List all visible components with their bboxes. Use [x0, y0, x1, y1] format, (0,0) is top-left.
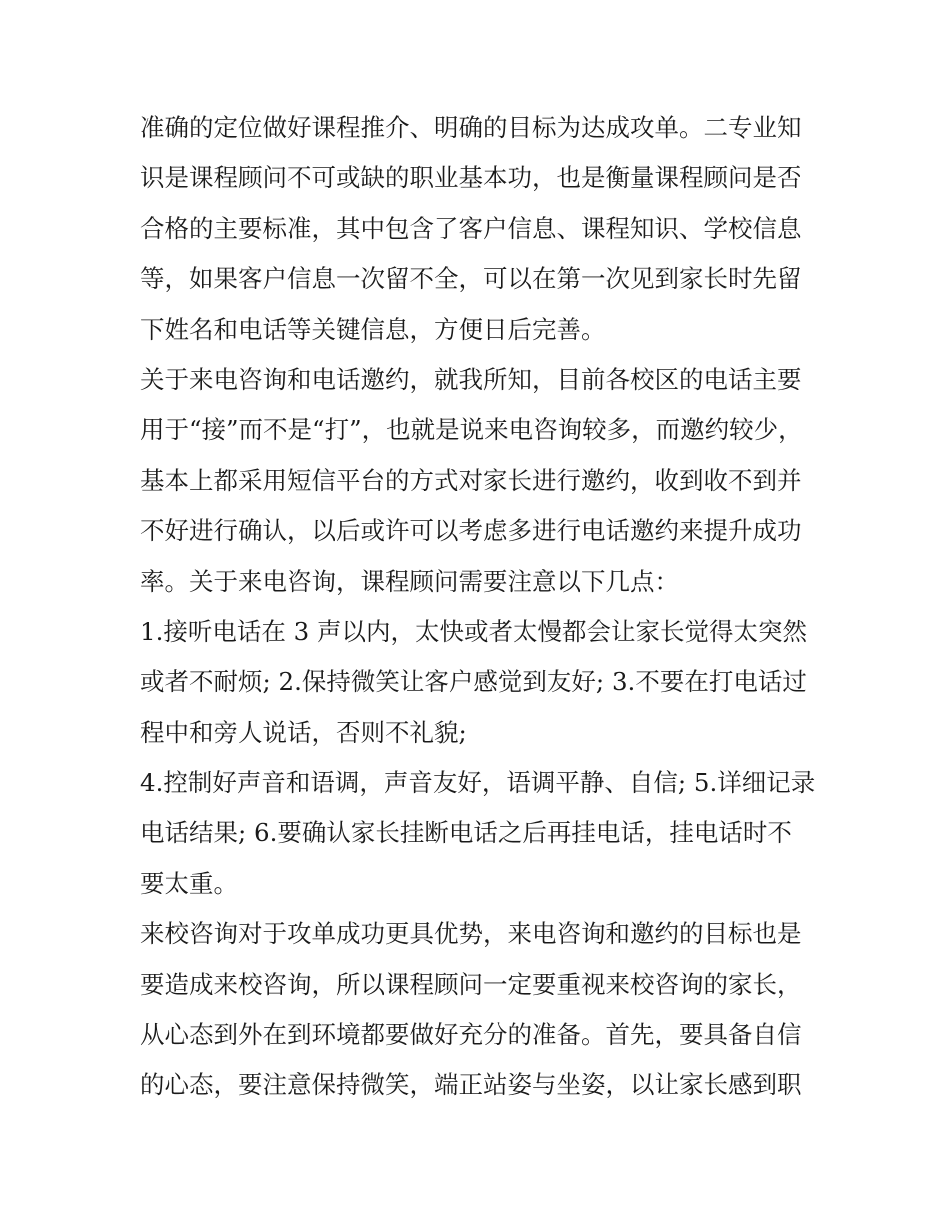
paragraph-professional-knowledge: [140, 103, 812, 355]
text-line: 4.控制好声音和语调，声音友好，语调平静、自信; 5.详细记录: [140, 768, 816, 798]
text-line: 要造成来校咨询，所以课程顾问一定要重视来校咨询的家长，: [140, 969, 802, 999]
text-line: 关于来电咨询和电话邀约，就我所知，目前各校区的电话主要: [140, 364, 802, 394]
text-line: 1.接听电话在 3 声以内，太快或者太慢都会让家长觉得太突然: [140, 616, 808, 646]
text-line: 合格的主要标准，其中包含了客户信息、课程知识、学校信息: [140, 213, 802, 243]
text-line: 率。关于来电咨询，课程顾问需要注意以下几点：: [140, 566, 679, 596]
paragraph-on-site-consultation: [140, 909, 812, 1111]
text-line: 识是课程顾问不可或缺的职业基本功，也是衡量课程顾问是否: [140, 163, 802, 193]
text-line: 来校咨询对于攻单成功更具优势，来电咨询和邀约的目标也是: [140, 919, 802, 949]
paragraph-list-items-4-6: [140, 758, 816, 909]
text-line: 等，如果客户信息一次留不全，可以在第一次见到家长时先留: [140, 264, 802, 294]
text-line: 下姓名和电话等关键信息，方便日后完善。: [140, 314, 606, 344]
paragraph-list-items-1-3: [140, 607, 812, 758]
text-line: 的心态，要注意保持微笑，端正站姿与坐姿，以让家长感到职: [140, 1070, 802, 1100]
text-line: 要太重。: [140, 868, 238, 898]
text-line: 或者不耐烦; 2.保持微笑让客户感觉到友好; 3.不要在打电话过: [140, 667, 807, 697]
text-line: 程中和旁人说话，否则不礼貌;: [140, 717, 467, 747]
text-line: 用于“接”而不是“打”，也就是说来电咨询较多，而邀约较少，: [140, 415, 803, 445]
text-line: 基本上都采用短信平台的方式对家长进行邀约，收到收不到并: [140, 465, 802, 495]
text-line: 电话结果; 6.要确认家长挂断电话之后再挂电话，挂电话时不: [140, 818, 792, 848]
text-line: 不好进行确认，以后或许可以考虑多进行电话邀约来提升成功: [140, 516, 802, 546]
text-line: 准确的定位做好课程推介、明确的目标为达成攻单。二专业知: [140, 113, 802, 142]
text-line: 从心态到外在到环境都要做好充分的准备。首先，要具备自信: [140, 1020, 802, 1050]
paragraph-phone-consultation: [140, 355, 812, 607]
document-body: [140, 103, 816, 1111]
